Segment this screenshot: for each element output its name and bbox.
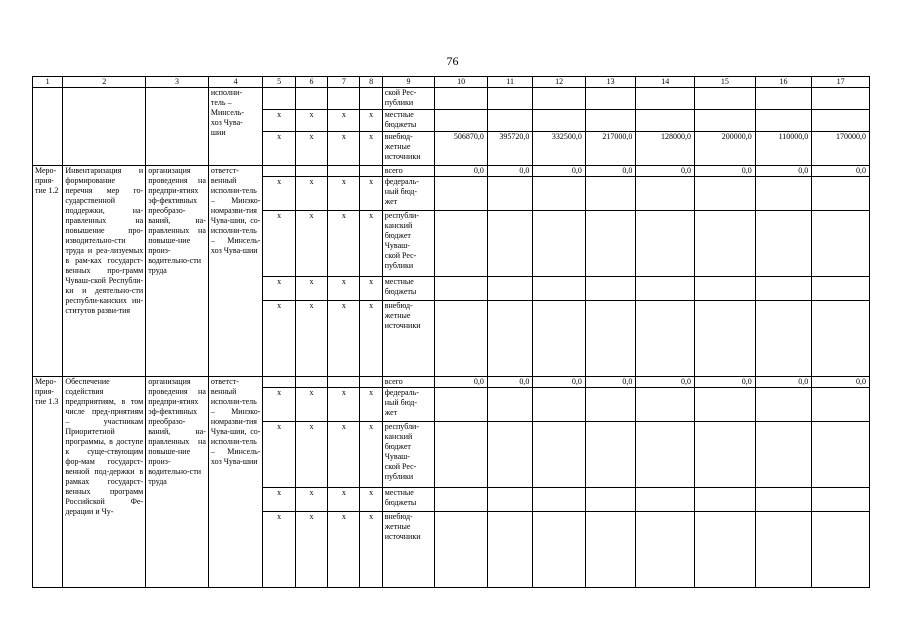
value-cell — [533, 301, 586, 377]
funding-source-cell: местные бюджеты — [382, 110, 435, 132]
value-cell — [487, 177, 532, 211]
value-cell — [755, 177, 812, 211]
x-mark-cell: x — [360, 132, 382, 166]
value-cell — [812, 422, 870, 488]
value-cell — [636, 422, 695, 488]
value-cell: 170000,0 — [812, 132, 870, 166]
value-cell — [636, 177, 695, 211]
value-cell — [812, 301, 870, 377]
activity-code-cell: Меро- прия- тие 1.3 — [33, 377, 63, 588]
value-cell — [487, 388, 532, 422]
value-cell — [695, 211, 756, 277]
value-cell — [435, 177, 488, 211]
value-cell: 0,0 — [695, 166, 756, 177]
funding-source-cell: ской Рес- публики — [382, 88, 435, 110]
value-cell: 0,0 — [533, 166, 586, 177]
value-cell — [487, 422, 532, 488]
value-cell — [636, 110, 695, 132]
value-cell — [695, 488, 756, 512]
x-mark-cell — [263, 377, 295, 388]
x-mark-cell — [360, 166, 382, 177]
value-cell — [487, 211, 532, 277]
funding-source-cell: республи- канский бюджет Чуваш- ской Рес- публики — [382, 211, 435, 277]
value-cell — [487, 88, 532, 110]
column-header: 13 — [585, 77, 636, 88]
column-header: 3 — [146, 77, 209, 88]
x-mark-cell — [328, 166, 360, 177]
value-cell: 0,0 — [755, 377, 812, 388]
x-mark-cell: x — [328, 388, 360, 422]
x-mark-cell — [328, 88, 360, 110]
column-header: 14 — [636, 77, 695, 88]
table-row — [33, 377, 870, 388]
value-cell: 0,0 — [695, 377, 756, 388]
value-cell — [533, 211, 586, 277]
value-cell: 0,0 — [487, 166, 532, 177]
value-cell: 506870,0 — [435, 132, 488, 166]
value-cell — [812, 277, 870, 301]
value-cell — [695, 422, 756, 488]
value-cell — [695, 388, 756, 422]
value-cell — [487, 512, 532, 588]
x-mark-cell: x — [295, 488, 327, 512]
x-mark-cell — [360, 377, 382, 388]
funding-source-cell: федераль- ный бюд- жет — [382, 177, 435, 211]
x-mark-cell: x — [360, 277, 382, 301]
executor-cell: ответст-венный исполни-тель – Минэко-номразви-тия Чува-шии, со-исполни-тель – Минсель-хоз Чува-шии — [208, 166, 263, 377]
x-mark-cell: x — [328, 301, 360, 377]
x-mark-cell — [295, 377, 327, 388]
x-mark-cell: x — [360, 301, 382, 377]
column-header: 17 — [812, 77, 870, 88]
x-mark-cell: x — [360, 211, 382, 277]
x-mark-cell — [360, 88, 382, 110]
value-cell: 200000,0 — [695, 132, 756, 166]
x-mark-cell: x — [263, 488, 295, 512]
value-cell — [585, 388, 636, 422]
value-cell — [487, 301, 532, 377]
x-mark-cell: x — [263, 277, 295, 301]
column-header: 16 — [755, 77, 812, 88]
value-cell: 0,0 — [533, 377, 586, 388]
header-row — [33, 77, 870, 88]
value-cell: 128000,0 — [636, 132, 695, 166]
x-mark-cell: x — [263, 211, 295, 277]
goal-cell: организация проведения на предпри-ятиях эф-фективных преобразо-ваний, на-правленных на повыше-ние произ-водительно-сти труда — [146, 166, 209, 377]
value-cell — [435, 277, 488, 301]
value-cell — [812, 177, 870, 211]
column-header: 12 — [533, 77, 586, 88]
value-cell — [435, 211, 488, 277]
value-cell — [636, 488, 695, 512]
value-cell — [533, 388, 586, 422]
value-cell — [812, 388, 870, 422]
value-cell: 217000,0 — [585, 132, 636, 166]
value-cell — [812, 488, 870, 512]
executor-cell: исполни- тель – Минсель- хоз Чува- шии — [208, 88, 263, 166]
value-cell — [812, 110, 870, 132]
value-cell — [695, 110, 756, 132]
value-cell — [533, 488, 586, 512]
x-mark-cell: x — [360, 110, 382, 132]
column-header: 1 — [33, 77, 63, 88]
value-cell — [435, 388, 488, 422]
value-cell — [585, 211, 636, 277]
value-cell — [812, 211, 870, 277]
value-cell — [755, 110, 812, 132]
value-cell: 0,0 — [435, 166, 488, 177]
value-cell — [585, 488, 636, 512]
value-cell — [585, 301, 636, 377]
value-cell — [487, 488, 532, 512]
x-mark-cell: x — [360, 388, 382, 422]
x-mark-cell: x — [328, 110, 360, 132]
value-cell: 332500,0 — [533, 132, 586, 166]
value-cell — [585, 512, 636, 588]
column-header: 6 — [295, 77, 327, 88]
value-cell — [755, 388, 812, 422]
column-header: 7 — [328, 77, 360, 88]
x-mark-cell: x — [360, 422, 382, 488]
funding-source-cell: внебюд- жетные источники — [382, 301, 435, 377]
table-body — [33, 88, 870, 588]
x-mark-cell — [263, 88, 295, 110]
x-mark-cell: x — [263, 388, 295, 422]
value-cell — [695, 512, 756, 588]
x-mark-cell: x — [295, 388, 327, 422]
value-cell — [812, 512, 870, 588]
value-cell: 110000,0 — [755, 132, 812, 166]
x-mark-cell: x — [360, 177, 382, 211]
value-cell — [435, 301, 488, 377]
value-cell: 0,0 — [585, 166, 636, 177]
funding-source-cell: местные бюджеты — [382, 488, 435, 512]
value-cell — [533, 277, 586, 301]
value-cell — [585, 422, 636, 488]
value-cell — [585, 177, 636, 211]
x-mark-cell: x — [328, 177, 360, 211]
value-cell — [435, 512, 488, 588]
funding-source-cell: местные бюджеты — [382, 277, 435, 301]
value-cell — [636, 388, 695, 422]
x-mark-cell: x — [328, 422, 360, 488]
value-cell — [812, 88, 870, 110]
x-mark-cell: x — [295, 301, 327, 377]
value-cell — [533, 88, 586, 110]
column-header: 8 — [360, 77, 382, 88]
value-cell — [755, 88, 812, 110]
column-header: 4 — [208, 77, 263, 88]
activity-code-cell: Меро- прия- тие 1.2 — [33, 166, 63, 377]
value-cell — [755, 488, 812, 512]
x-mark-cell: x — [295, 177, 327, 211]
table-row — [33, 166, 870, 177]
value-cell — [755, 277, 812, 301]
value-cell — [755, 512, 812, 588]
value-cell — [585, 110, 636, 132]
funding-source-cell: внебюд- жетные источники — [382, 132, 435, 166]
value-cell: 0,0 — [812, 166, 870, 177]
value-cell — [435, 110, 488, 132]
value-cell — [636, 211, 695, 277]
page-number: 76 — [446, 54, 459, 68]
table-row — [33, 88, 870, 110]
value-cell: 0,0 — [585, 377, 636, 388]
x-mark-cell — [328, 377, 360, 388]
x-mark-cell: x — [295, 132, 327, 166]
value-cell — [533, 110, 586, 132]
value-cell — [695, 301, 756, 377]
value-cell — [695, 277, 756, 301]
column-header: 11 — [487, 77, 532, 88]
value-cell — [533, 422, 586, 488]
x-mark-cell: x — [360, 512, 382, 588]
value-cell — [487, 110, 532, 132]
budget-table — [32, 76, 870, 588]
x-mark-cell: x — [295, 211, 327, 277]
value-cell: 0,0 — [636, 166, 695, 177]
x-mark-cell: x — [295, 277, 327, 301]
x-mark-cell: x — [263, 132, 295, 166]
value-cell: 395720,0 — [487, 132, 532, 166]
goal-cell — [146, 88, 209, 166]
value-cell: 0,0 — [755, 166, 812, 177]
value-cell — [435, 88, 488, 110]
funding-source-cell: республи- канский бюджет Чуваш- ской Рес- публики — [382, 422, 435, 488]
value-cell — [636, 512, 695, 588]
value-cell — [695, 177, 756, 211]
x-mark-cell: x — [328, 132, 360, 166]
funding-source-cell: всего — [382, 377, 435, 388]
x-mark-cell: x — [263, 110, 295, 132]
column-header: 2 — [63, 77, 146, 88]
value-cell — [585, 277, 636, 301]
x-mark-cell: x — [263, 301, 295, 377]
activity-name-cell — [63, 88, 146, 166]
value-cell: 0,0 — [812, 377, 870, 388]
column-header: 5 — [263, 77, 295, 88]
funding-source-cell: всего — [382, 166, 435, 177]
value-cell — [585, 88, 636, 110]
x-mark-cell — [263, 166, 295, 177]
value-cell — [533, 512, 586, 588]
x-mark-cell: x — [295, 512, 327, 588]
x-mark-cell — [295, 88, 327, 110]
value-cell — [487, 277, 532, 301]
executor-cell: ответст-венный исполни-тель – Минэко-номразви-тия Чува-шии, со-исполни-тель – Минсель-хоз Чува-шии — [208, 377, 263, 588]
activity-code-cell — [33, 88, 63, 166]
x-mark-cell: x — [263, 422, 295, 488]
column-header: 10 — [435, 77, 488, 88]
value-cell — [533, 177, 586, 211]
activity-name-cell: Обеспечение содействия предприятиям, в том числе пред-приятиям – участникам Приоритетной программы, в доступе к суще-ствующим фор-мам государст-венной под-держки в рамках государст-венных программ Российской Фе-дерации и Чу- — [63, 377, 146, 588]
x-mark-cell: x — [328, 211, 360, 277]
value-cell — [755, 211, 812, 277]
value-cell — [636, 88, 695, 110]
x-mark-cell: x — [263, 177, 295, 211]
x-mark-cell: x — [328, 277, 360, 301]
funding-source-cell: внебюд- жетные источники — [382, 512, 435, 588]
activity-name-cell: Инвентаризация и формирование перечня мер го-сударственной поддержки, на-правленных на повышение про-изводительно-сти труда и реа-лизуемых в рам-ках государст-венных про-грамм Чуваш-ской Республи-ки и деятельно-сти республи-канских ин-ститутов разви-тия — [63, 166, 146, 377]
funding-source-cell: федераль- ный бюд- жет — [382, 388, 435, 422]
column-header: 15 — [695, 77, 756, 88]
column-header: 9 — [382, 77, 435, 88]
value-cell: 0,0 — [636, 377, 695, 388]
value-cell — [636, 301, 695, 377]
x-mark-cell: x — [328, 488, 360, 512]
value-cell: 0,0 — [487, 377, 532, 388]
x-mark-cell: x — [328, 512, 360, 588]
value-cell — [435, 488, 488, 512]
value-cell — [755, 301, 812, 377]
x-mark-cell: x — [263, 512, 295, 588]
value-cell — [435, 422, 488, 488]
goal-cell: организация проведения на предпри-ятиях эф-фективных преобразо-ваний, на-правленных на повыше-ние произ-водительно-сти труда — [146, 377, 209, 588]
x-mark-cell: x — [295, 110, 327, 132]
value-cell — [755, 422, 812, 488]
x-mark-cell: x — [360, 488, 382, 512]
value-cell — [636, 277, 695, 301]
x-mark-cell — [295, 166, 327, 177]
value-cell — [695, 88, 756, 110]
x-mark-cell: x — [295, 422, 327, 488]
value-cell: 0,0 — [435, 377, 488, 388]
